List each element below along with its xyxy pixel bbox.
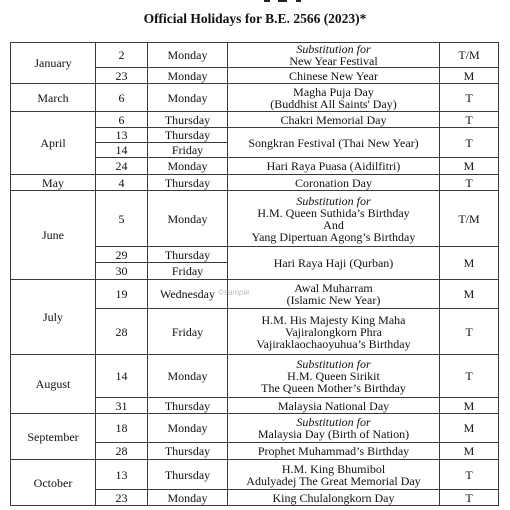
holiday-name-line: Prophet Muhammad’s Birthday <box>257 444 410 458</box>
holiday-name-line: Vajiralongkorn Phra <box>285 324 382 339</box>
month-cell: July <box>11 280 96 355</box>
month-cell: June <box>11 191 96 280</box>
weekday-cell: Friday <box>148 263 228 280</box>
holiday-type-cell: M <box>440 280 499 309</box>
holiday-type-cell: M <box>440 414 499 443</box>
holiday-cell <box>228 84 440 112</box>
holiday-type-cell: T/M <box>440 43 499 68</box>
date-cell: 6 <box>96 112 148 128</box>
holiday-type-cell: T <box>440 460 499 490</box>
holiday-type-cell: T <box>440 355 499 398</box>
holiday-cell <box>228 443 440 460</box>
weekday-cell: Monday <box>148 414 228 443</box>
holiday-type-cell: T <box>440 128 499 158</box>
weekday-cell: Monday <box>148 158 228 175</box>
weekday-cell: Monday <box>148 355 228 398</box>
date-cell: 28 <box>96 443 148 460</box>
weekday-cell: Thursday <box>148 112 228 128</box>
holiday-cell <box>228 191 440 247</box>
holiday-name-line: H.M. King Bhumibol <box>281 461 386 476</box>
holiday-type-cell: T <box>440 112 499 128</box>
holiday-name-line: New Year Festival <box>289 54 378 68</box>
month-cell: April <box>11 112 96 175</box>
table-row <box>11 43 499 68</box>
holiday-name-line: Awal Muharram <box>294 281 373 295</box>
table-row <box>11 280 499 309</box>
holiday-name-line: Hari Raya Puasa (Aidilfitri) <box>266 159 401 173</box>
holiday-name-line: King Chulalongkorn Day <box>272 490 395 505</box>
holiday-name-line: Magha Puja Day <box>293 84 374 99</box>
date-cell: 2 <box>96 43 148 68</box>
month-cell: October <box>11 460 96 506</box>
weekday-cell: Thursday <box>148 175 228 191</box>
holiday-cell <box>228 128 440 158</box>
holiday-type-cell: M <box>440 247 499 280</box>
date-cell: 6 <box>96 84 148 112</box>
holiday-name-line: Yang Dipertuan Agong’s Birthday <box>251 229 416 244</box>
month-cell: September <box>11 414 96 460</box>
holiday-name-line: Vajiraklaochaoyuhua’s Birthday <box>256 336 411 351</box>
weekday-cell: Thursday <box>148 398 228 414</box>
weekday-cell: Friday <box>148 309 228 355</box>
date-cell: 14 <box>96 355 148 398</box>
date-cell: 29 <box>96 247 148 263</box>
date-cell: 24 <box>96 158 148 175</box>
weekday-cell: Monday <box>148 84 228 112</box>
weekday-cell: Friday <box>148 143 228 158</box>
holiday-cell <box>228 68 440 84</box>
date-cell: 28 <box>96 309 148 355</box>
holiday-name-line: (Islamic New Year) <box>286 293 381 307</box>
holiday-cell <box>228 460 440 490</box>
table-row <box>11 191 499 247</box>
date-cell: 31 <box>96 398 148 414</box>
holiday-table-body <box>11 43 499 506</box>
weekday-cell: Wednesday <box>148 280 228 309</box>
weekday-cell: Monday <box>148 490 228 506</box>
holiday-name-line: Songkran Festival (Thai New Year) <box>248 135 419 150</box>
holiday-cell <box>228 309 440 355</box>
holiday-name-line: H.M. Queen Suthida’s Birthday <box>257 205 410 220</box>
holiday-name-line: The Queen Mother’s Birthday <box>261 381 406 395</box>
weekday-cell: Thursday <box>148 247 228 263</box>
substitution-note: Substitution for <box>296 357 371 371</box>
holiday-name-line: Chinese New Year <box>289 68 378 83</box>
holiday-name-line: Malaysia National Day <box>277 398 390 413</box>
cropped-header-fragment <box>262 0 322 4</box>
holiday-type-cell: M <box>440 398 499 414</box>
date-cell: 23 <box>96 490 148 506</box>
weekday-cell: Thursday <box>148 443 228 460</box>
watermark: ©sample <box>218 288 250 297</box>
holiday-type-cell: M <box>440 443 499 460</box>
substitution-note: Substitution for <box>296 415 371 429</box>
date-cell: 13 <box>96 460 148 490</box>
date-cell: 19 <box>96 280 148 309</box>
weekday-cell: Thursday <box>148 460 228 490</box>
holiday-name-line: H.M. Queen Sirikit <box>287 369 380 383</box>
holiday-name-line: (Buddhist All Saints' Day) <box>270 96 397 111</box>
holiday-cell <box>228 175 440 191</box>
table-row <box>11 414 499 443</box>
holiday-type-cell: T <box>440 309 499 355</box>
month-cell: January <box>11 43 96 84</box>
date-cell: 4 <box>96 175 148 191</box>
document-title: Official Holidays for B.E. 2566 (2023)* <box>143 11 367 26</box>
holiday-type-cell: T <box>440 175 499 191</box>
month-cell: March <box>11 84 96 112</box>
holiday-name-line: Coronation Day <box>295 175 372 190</box>
date-cell: 30 <box>96 263 148 280</box>
holiday-cell <box>228 490 440 506</box>
weekday-cell: Monday <box>148 68 228 84</box>
holiday-name-line: Adulyadej The Great Memorial Day <box>246 473 421 488</box>
holiday-cell <box>228 280 440 309</box>
holiday-table <box>10 42 499 506</box>
table-row <box>11 175 499 191</box>
holiday-cell <box>228 43 440 68</box>
holiday-type-cell: M <box>440 158 499 175</box>
holiday-cell <box>228 414 440 443</box>
substitution-note: Substitution for <box>296 42 371 56</box>
table-row <box>11 355 499 398</box>
holiday-type-cell: T <box>440 490 499 506</box>
substitution-note: Substitution for <box>296 193 371 208</box>
table-row <box>11 112 499 128</box>
holiday-cell <box>228 247 440 280</box>
holiday-name-line: And <box>323 217 344 232</box>
holiday-name-line: H.M. His Majesty King Maha <box>261 312 406 327</box>
weekday-cell: Monday <box>148 191 228 247</box>
holiday-type-cell: T <box>440 84 499 112</box>
date-cell: 14 <box>96 143 148 158</box>
table-row <box>11 84 499 112</box>
month-cell: May <box>11 175 96 191</box>
date-cell: 18 <box>96 414 148 443</box>
weekday-cell: Monday <box>148 43 228 68</box>
date-cell: 23 <box>96 68 148 84</box>
table-row <box>11 460 499 490</box>
holiday-cell <box>228 355 440 398</box>
holiday-cell <box>228 158 440 175</box>
holiday-name-line: Malaysia Day (Birth of Nation) <box>257 427 410 441</box>
date-cell: 13 <box>96 128 148 143</box>
holiday-type-cell: M <box>440 68 499 84</box>
holiday-cell <box>228 398 440 414</box>
holiday-name-line: Chakri Memorial Day <box>280 112 387 127</box>
month-cell: August <box>11 355 96 414</box>
weekday-cell: Thursday <box>148 128 228 143</box>
holiday-name-line: Hari Raya Haji (Qurban) <box>273 256 394 270</box>
date-cell: 5 <box>96 191 148 247</box>
holiday-type-cell: T/M <box>440 191 499 247</box>
holiday-cell <box>228 112 440 128</box>
